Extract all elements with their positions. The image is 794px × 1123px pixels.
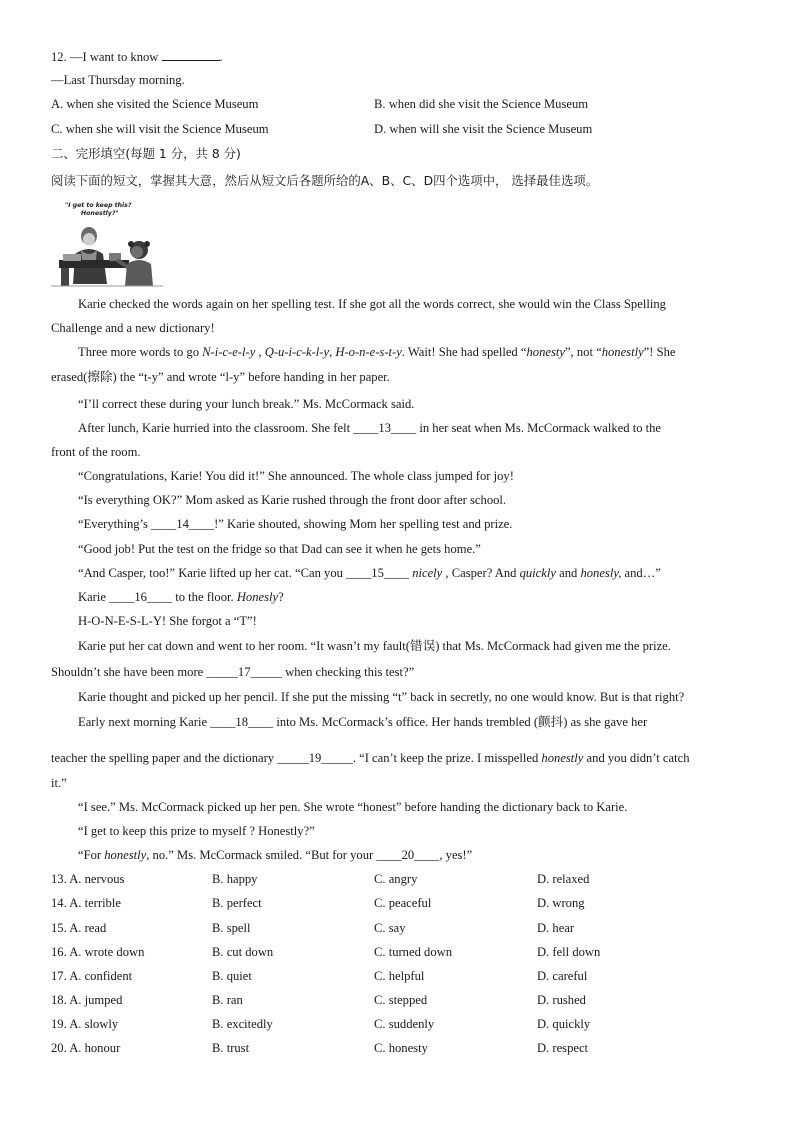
q13-option-b: B. happy bbox=[212, 872, 258, 886]
passage-p8: “Good job! Put the test on the fridge so that Dad can see it when he gets home.” bbox=[78, 542, 481, 556]
q18-option-c: C. stepped bbox=[374, 993, 428, 1007]
italic-word: Q-u-i-c-k-l-y bbox=[264, 345, 330, 359]
italic-word: honestly bbox=[104, 848, 147, 862]
q13-option-a: 13. A. nervous bbox=[51, 872, 125, 886]
passage-p4-line2: front of the room. bbox=[51, 445, 141, 459]
q15-option-d: D. hear bbox=[537, 921, 575, 935]
teacher-student-illustration bbox=[51, 198, 163, 288]
illustration-caption-1: "I get to keep this? bbox=[65, 202, 132, 209]
text-span: to the floor. bbox=[172, 590, 237, 604]
passage-p9 bbox=[78, 565, 661, 581]
q16-option-b: B. cut down bbox=[212, 945, 274, 959]
q15-option-c: C. say bbox=[374, 921, 406, 935]
italic-word: honestly bbox=[541, 751, 584, 765]
q14-option-c: C. peaceful bbox=[374, 896, 432, 910]
q18-option-a: 18. A. jumped bbox=[51, 993, 123, 1007]
text-span: , bbox=[255, 345, 265, 359]
q12-stem bbox=[51, 48, 223, 65]
text-span: when checking this test?” bbox=[281, 665, 415, 679]
q19-option-b: B. excitedly bbox=[212, 1017, 273, 1031]
italic-word: Honesly bbox=[236, 590, 279, 604]
text-span: “For bbox=[78, 848, 105, 862]
passage-p10 bbox=[78, 589, 284, 605]
q12-reply: —Last Thursday morning. bbox=[51, 73, 185, 87]
text-span: , no.” Ms. McCormack smiled. “But for your bbox=[146, 848, 377, 862]
blank-17: _____17_____ bbox=[206, 665, 282, 679]
passage-p3: “I’ll correct these during your lunch break.” Ms. McCormack said. bbox=[78, 397, 415, 411]
text-span: , bbox=[329, 345, 336, 359]
q12-option-d: D. when will she visit the Science Museum bbox=[374, 122, 593, 136]
q19-option-d: D. quickly bbox=[537, 1017, 591, 1031]
text-span: ? bbox=[278, 590, 284, 604]
blank-16: ____16____ bbox=[109, 590, 173, 604]
text-span: !” Karie shouted, showing Mom her spelling test and prize. bbox=[214, 517, 513, 531]
italic-word: honestly bbox=[601, 345, 644, 359]
q19-option-c: C. suddenly bbox=[374, 1017, 435, 1031]
passage-p7 bbox=[78, 516, 512, 532]
q13-option-c: C. angry bbox=[374, 872, 418, 886]
illustration bbox=[51, 198, 163, 288]
text-span: After lunch, Karie hurried into the classroom. She felt bbox=[78, 421, 354, 435]
text-span: . Wait! She had spelled “ bbox=[401, 345, 527, 359]
q20-option-b: B. trust bbox=[212, 1041, 250, 1055]
q12-option-b: B. when did she visit the Science Museum bbox=[374, 97, 589, 111]
passage-p1-line2: Challenge and a new dictionary! bbox=[51, 321, 215, 335]
q17-option-b: B. quiet bbox=[212, 969, 252, 983]
passage-p4-line1 bbox=[78, 420, 661, 436]
text-span: “And Casper, too!” Karie lifted up her cat. “Can you bbox=[78, 566, 347, 580]
text-span: and bbox=[555, 566, 581, 580]
q12-option-c: C. when she will visit the Science Museum bbox=[51, 122, 269, 136]
q18-option-d: D. rushed bbox=[537, 993, 586, 1007]
q17-option-a: 17. A. confident bbox=[51, 969, 133, 983]
text-span: ”! She bbox=[643, 345, 676, 359]
text-span: , yes!” bbox=[439, 848, 473, 862]
italic-word: H-o-n-e-s-t-y bbox=[335, 345, 402, 359]
q20-option-a: 20. A. honour bbox=[51, 1041, 121, 1055]
text-span: and…” bbox=[621, 566, 661, 580]
text-span: Karie bbox=[78, 590, 110, 604]
q19-option-a: 19. A. slowly bbox=[51, 1017, 119, 1031]
q16-option-d: D. fell down bbox=[537, 945, 601, 959]
text-span: Early next morning Karie bbox=[78, 715, 211, 729]
text-span: “Everything’s bbox=[78, 517, 152, 531]
q20-option-d: D. respect bbox=[537, 1041, 589, 1055]
text-span: ”, not “ bbox=[564, 345, 602, 359]
text-span: Shouldn’t she have been more bbox=[51, 665, 207, 679]
text-span: Three more words to go bbox=[78, 345, 203, 359]
text-span: . “I can’t keep the prize. I misspelled bbox=[352, 751, 542, 765]
section-title: 二、完形填空(每题 1 分，共 8 分) bbox=[51, 146, 241, 161]
italic-word: quickly bbox=[519, 566, 556, 580]
q13-option-d: D. relaxed bbox=[537, 872, 590, 886]
passage-p2-line2: erased(擦除) the “t-y” and wrote “l-y” before handing in her paper. bbox=[51, 370, 390, 384]
blank-15: ____15____ bbox=[346, 566, 410, 580]
blank-20: ____20____ bbox=[376, 848, 440, 862]
text-span: in her seat when Ms. McCormack walked to the bbox=[416, 421, 662, 435]
passage-p16: “I get to keep this prize to myself ? Honestly?” bbox=[78, 824, 315, 838]
text-span: and you didn’t catch bbox=[583, 751, 690, 765]
text-span: teacher the spelling paper and the dictionary bbox=[51, 751, 278, 765]
q20-option-c: C. honesty bbox=[374, 1041, 428, 1055]
q17-option-d: D. careful bbox=[537, 969, 588, 983]
q12-blank bbox=[162, 48, 220, 61]
q14-option-a: 14. A. terrible bbox=[51, 896, 121, 910]
q15-option-b: B. spell bbox=[212, 921, 251, 935]
illustration-caption-2: Honestly?" bbox=[81, 210, 119, 217]
italic-word: N-i-c-e-l-y bbox=[202, 345, 256, 359]
passage-p14-line1 bbox=[78, 714, 647, 730]
text-span: into Ms. McCormack’s office. Her hands trembled (颤抖) as she gave her bbox=[273, 715, 648, 729]
passage-p17 bbox=[78, 847, 472, 863]
passage-p12-line1: Karie put her cat down and went to her room. “It wasn’t my fault(错误) that Ms. McCormack had given me the prize. bbox=[78, 639, 671, 653]
blank-18: ____18____ bbox=[210, 715, 274, 729]
passage-p13: Karie thought and picked up her pencil. If she put the missing “t” back in secretly, no one would know. But is that right? bbox=[78, 690, 685, 704]
q17-option-c: C. helpful bbox=[374, 969, 425, 983]
italic-word: honesly, bbox=[580, 566, 622, 580]
q18-option-b: B. ran bbox=[212, 993, 243, 1007]
blank-13: ____13____ bbox=[353, 421, 417, 435]
passage-p1-line1: Karie checked the words again on her spelling test. If she got all the words correct, she would win the Class Spelling bbox=[78, 297, 666, 311]
blank-19: _____19_____ bbox=[277, 751, 353, 765]
passage-p12-line2 bbox=[51, 664, 414, 680]
q14-option-b: B. perfect bbox=[212, 896, 262, 910]
q16-option-a: 16. A. wrote down bbox=[51, 945, 145, 959]
text-span: , Casper? And bbox=[442, 566, 520, 580]
passage-p15: “I see.” Ms. McCormack picked up her pen. She wrote “honest” before handing the dictionary back to Karie. bbox=[78, 800, 628, 814]
q16-option-c: C. turned down bbox=[374, 945, 453, 959]
q12-stem-end: . bbox=[219, 50, 223, 64]
passage-p6: “Is everything OK?” Mom asked as Karie rushed through the front door after school. bbox=[78, 493, 507, 507]
passage-p2-line1 bbox=[78, 344, 676, 360]
italic-word: honesty bbox=[526, 345, 565, 359]
passage-p14-line3: it.” bbox=[51, 776, 67, 790]
q12-option-a: A. when she visited the Science Museum bbox=[51, 97, 259, 111]
section-instruction: 阅读下面的短文，掌握其大意，然后从短文后各题所给的A、B、C、D四个选项中， 选择最佳选项。 bbox=[51, 173, 599, 188]
q12-stem-text: 12. —I want to know bbox=[51, 50, 162, 64]
italic-word: nicely bbox=[412, 566, 443, 580]
q15-option-a: 15. A. read bbox=[51, 921, 107, 935]
passage-p11: H-O-N-E-S-L-Y! She forgot a “T”! bbox=[78, 614, 257, 628]
passage-p5: “Congratulations, Karie! You did it!” She announced. The whole class jumped for joy! bbox=[78, 469, 514, 483]
q14-option-d: D. wrong bbox=[537, 896, 585, 910]
blank-14: ____14____ bbox=[151, 517, 215, 531]
passage-p14-line2 bbox=[51, 750, 690, 766]
